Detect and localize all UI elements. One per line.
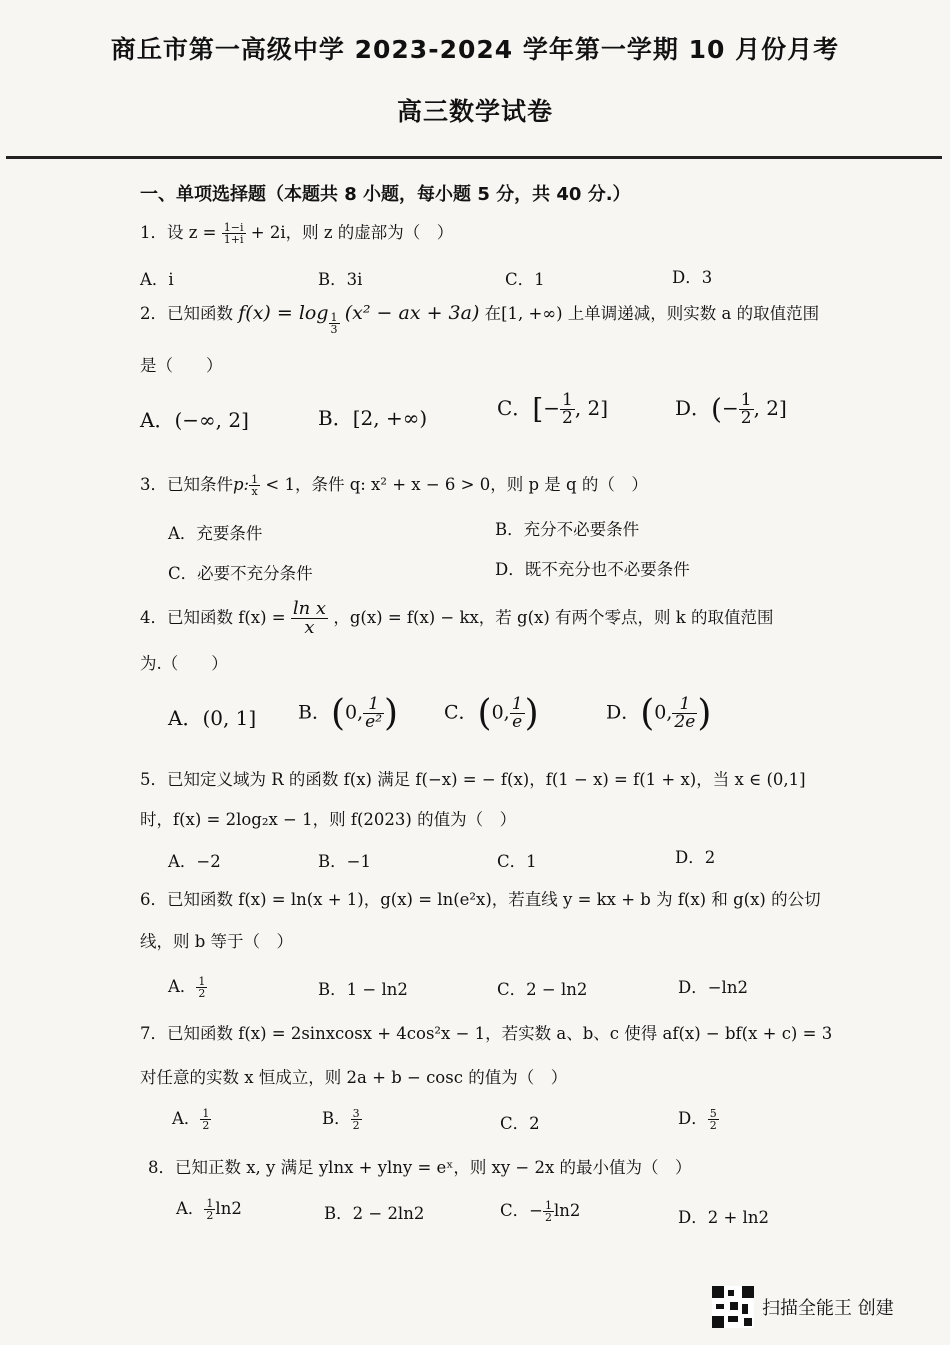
q8-option-a[interactable]: A． $\frac{1}{2}$ ln2	[176, 1197, 242, 1222]
watermark-text: 扫描全能王 创建	[762, 1298, 894, 1319]
q8-option-c[interactable]: C．− $\frac{1}{2}$ ln2	[500, 1199, 581, 1224]
header-divider	[6, 156, 942, 159]
question-6: 6．已知函数 f(x) = ln(x + 1)，g(x) = ln(e²x)，若直线 y = kx + b 为 f(x) 和 g(x) 的公切	[140, 890, 821, 909]
q6-option-b[interactable]: B．1 − ln2	[318, 980, 408, 999]
exam-title: 商丘市第一高级中学 2023-2024 学年第一学期 10 月份月考	[110, 35, 840, 64]
q7-option-c[interactable]: C．2	[500, 1114, 540, 1133]
qr-code-icon	[712, 1286, 754, 1328]
q3-fraction: $\frac{1}{x}$	[251, 473, 259, 498]
q1-post: + 2i，则 z 的虚部为（ ）	[250, 223, 454, 242]
q2-log-base: $\frac{1}{3}$	[330, 311, 338, 336]
q7-option-b[interactable]: B． $\frac{3}{2}$	[322, 1107, 360, 1132]
question-8: 8．已知正数 x, y 满足 ylnx + ylny = eˣ，则 xy − 2x 的最小值为（ ）	[148, 1158, 692, 1177]
q2-option-c[interactable]: C．[− $\frac{1}{2}$ , 2]	[497, 390, 609, 428]
question-1	[140, 222, 453, 245]
q2-line2: 是（ ）	[140, 356, 223, 375]
q1-fraction: $\frac{1-i}{1+i}$	[223, 221, 244, 246]
q1-option-b[interactable]: B．3i	[318, 270, 363, 289]
question-4: 4．已知函数 f(x) = $\frac{\text{ln x}}{x}$ ，g(x) = f(x) − kx，若 g(x) 有两个零点，则 k 的取值范围	[140, 598, 774, 638]
q3-option-a[interactable]: A．充要条件	[168, 524, 263, 543]
q5-line2: 时，f(x) = 2log₂x − 1，则 f(2023) 的值为（ ）	[140, 810, 517, 829]
q3-option-d[interactable]: D．既不充分也不必要条件	[495, 560, 690, 579]
q6-option-d[interactable]: D．−ln2	[678, 978, 748, 997]
q4-line2: 为.（ ）	[140, 654, 228, 673]
question-2: 2．已知函数 f(x) = log $\frac{1}{3}$ (x² − ax + 3a) 在[1, +∞) 上单调递减，则实数 a 的取值范围	[140, 302, 820, 336]
q2-option-b[interactable]: B．[2, +∞)	[318, 406, 428, 430]
question-7: 7．已知函数 f(x) = 2sinxcosx + 4cos²x − 1，若实数 a、b、c 使得 af(x) − bf(x + c) = 3	[140, 1024, 833, 1043]
q1-pre: 1．设 z =	[140, 223, 217, 242]
q7-option-d[interactable]: D． $\frac{5}{2}$	[678, 1107, 717, 1132]
q4-fraction: $\frac{\text{ln x}}{x}$	[292, 598, 327, 638]
q3-option-b[interactable]: B．充分不必要条件	[495, 520, 640, 539]
q8-option-d[interactable]: D．2 + ln2	[678, 1208, 769, 1227]
q2-option-d[interactable]: D．(− $\frac{1}{2}$ , 2]	[675, 390, 787, 428]
q3-option-c[interactable]: C．必要不充分条件	[168, 564, 313, 583]
question-3: 3．已知条件p: $\frac{1}{x}$ < 1，条件 q: x² + x − 6 > 0，则 p 是 q 的（ ）	[140, 473, 648, 498]
q6-option-c[interactable]: C．2 − ln2	[497, 980, 588, 999]
q4-option-d[interactable]: D．(0, $\frac{1}{2e}$ )	[606, 693, 712, 734]
q5-option-d[interactable]: D．2	[675, 848, 716, 867]
q7-line2: 对任意的实数 x 恒成立，则 2a + b − cosc 的值为（ ）	[140, 1068, 568, 1087]
exam-subtitle: 高三数学试卷	[396, 97, 553, 126]
q6-option-a[interactable]: A． $\frac{1}{2}$	[168, 975, 206, 1000]
q1-option-d[interactable]: D．3	[672, 268, 713, 287]
q5-option-a[interactable]: A．−2	[168, 852, 221, 871]
q4-option-c[interactable]: C．(0, $\frac{1}{e}$ )	[444, 693, 539, 734]
q8-option-b[interactable]: B．2 − 2ln2	[324, 1204, 425, 1223]
q4-option-a[interactable]: A．(0, 1]	[168, 706, 257, 730]
q5-option-b[interactable]: B．−1	[318, 852, 371, 871]
q1-option-c[interactable]: C．1	[505, 270, 545, 289]
q6-line2: 线，则 b 等于（ ）	[140, 932, 294, 951]
question-5: 5．已知定义域为 R 的函数 f(x) 满足 f(−x) = − f(x)，f(1 − x) = f(1 + x)，当 x ∈ (0,1]	[140, 770, 806, 789]
q5-option-c[interactable]: C．1	[497, 852, 537, 871]
q4-option-b[interactable]: B．(0, $\frac{1}{\text{e²}}$ )	[298, 693, 399, 734]
scanner-watermark	[712, 1286, 894, 1328]
q1-option-a[interactable]: A．i	[140, 270, 174, 289]
q2-option-a[interactable]: A．(−∞, 2]	[140, 408, 249, 432]
section-heading: 一、单项选择题（本题共 8 小题，每小题 5 分，共 40 分.）	[140, 184, 631, 205]
q7-option-a[interactable]: A． $\frac{1}{2}$	[172, 1107, 210, 1132]
